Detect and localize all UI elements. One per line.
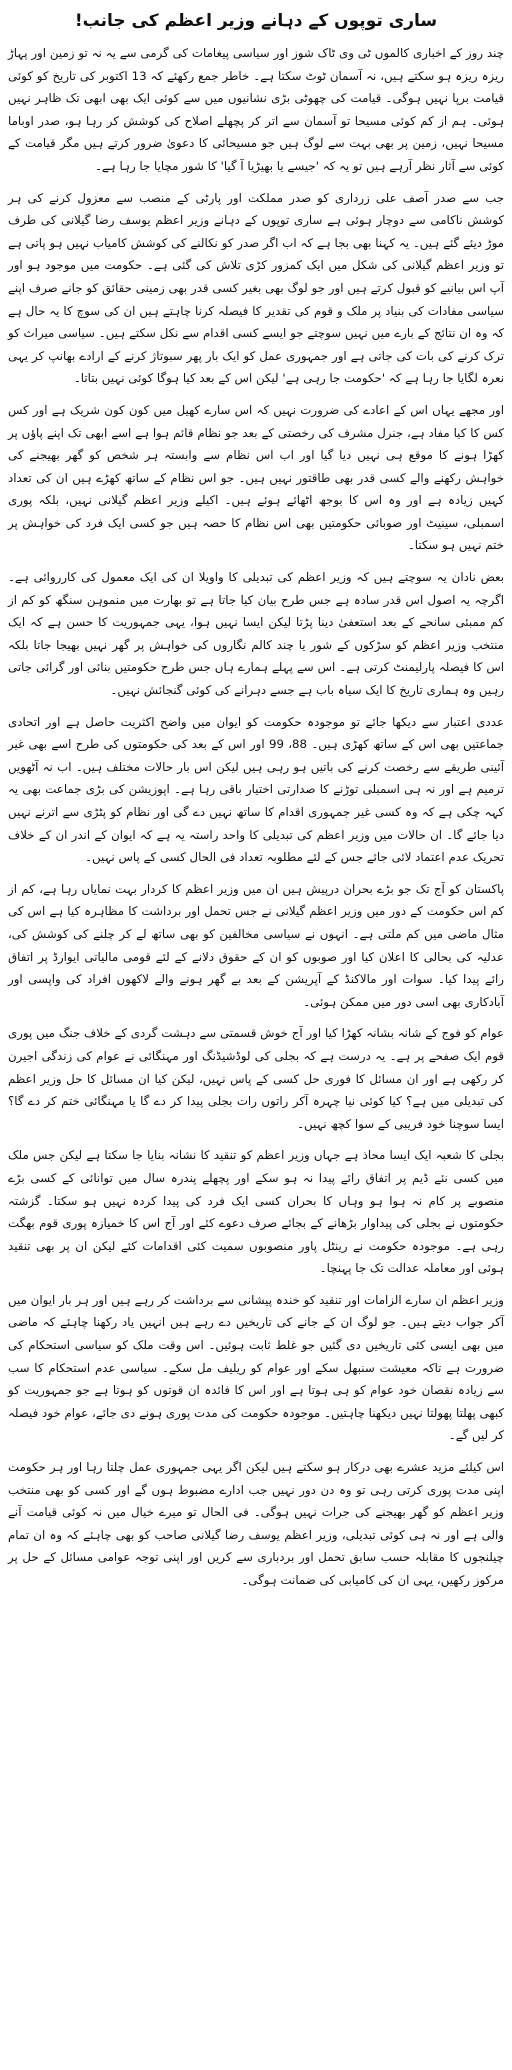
- article-paragraph: اس کیلئے مزید عشرے بھی درکار ہو سکتے ہیں لیکن اگر یہی جمہوری عمل چلتا رہا اور ہر حکومت اپنی مدت پوری کرتی رہی تو وہ دن دور نہیں جب ادارے مضبوط ہوں گے اور کسی کو بھی منتخب وزیر اعظم کو گھر بھیجنے کی جرات نہیں ہوگی۔ فی الحال تو میرے خیال میں نہ کوئی قیامت آنے والی ہے اور نہ ہی کوئی تبدیلی، وزیر اعظم یوسف رضا گیلانی صاحب کو بھی چاہئے کہ وہ ان تمام چیلنجوں کا مقابلہ حسب سابق تحمل اور بردباری سے کریں اور اپنی توجہ عوامی مسائل کے حل پر مرکوز رکھیں، یہی ان کی کامیابی کی ضمانت ہوگی۔: [8, 1460, 504, 1587]
- article-paragraph: بجلی کا شعبہ ایک ایسا محاذ ہے جہاں وزیر اعظم کو تنقید کا نشانہ بنایا جا سکتا ہے لیکن جس ملک میں کسی نئے ڈیم پر اتفاق رائے پیدا نہ ہو سکے اور پچھلے پندرہ سال میں توانائی کے کسی بڑے منصوبے پر کام نہ ہوا ہو وہاں کا بحران کسی ایک فرد کی پیدا کردہ نہیں ہو سکتا۔ گزشتہ حکومتوں نے بجلی کی پیداوار بڑھانے کے بجائے صرف دعوے کئے اور آج اس کا خمیازہ پوری قوم بھگت رہی ہے۔ موجودہ حکومت نے رینٹل پاور منصوبوں سمیت کئی اقدامات کئے لیکن ان پر بھی تنقید ہوئی اور معاملہ عدالت تک جا پہنچا۔: [8, 1148, 504, 1276]
- article-paragraph: جب سے صدر آصف علی زرداری کو صدر مملکت اور پارٹی کے منصب سے معزول کرنے کی ہر کوشش ناکامی سے دوچار ہوئی ہے ساری توپوں کے دہانے وزیر اعظم یوسف رضا گیلانی کی طرف موڑ دیئے گئے ہیں۔ یہ کہنا بھی بجا ہے کہ اب اگر صدر کو نکالنے کی کوشش کامیاب نہیں ہو پاتی ہے تو وزیر اعظم گیلانی کی شکل میں ایک کمزور کڑی تلاش کی گئی ہے۔ حکومت میں موجود ہو اور آپ اس بیانیے کو قبول کرتے ہیں اور جو لوگ بھی بغیر کسی قدر بھی زمینی حقائق کو جانے صرف اپنے سیاسی مفادات کی بنیاد پر ملک و قوم کی تقدیر کا فیصلہ کرنا چاہتے ہیں ان کی سوچ کا یہ حال ہے کہ وہ ان نتائج کے بارے میں نہیں سوچتے جو ایسے کسی اقدام سے نکل سکتے ہیں۔ سیاسی میراث کو ترک کرنے کی بات کی جاتی ہے اور جمہوری عمل کو ایک بار پھر سبوتاژ کرنے کے ارادے بھانپ کر یہی نعرہ لگایا جا رہا ہے کہ 'حکومت جا رہی ہے' لیکن اس کے بعد کیا ہوگا کوئی نہیں بتاتا۔: [8, 190, 504, 386]
- article-paragraph: بعض نادان یہ سوچتے ہیں کہ وزیر اعظم کی تبدیلی کا واویلا ان کی ایک معمول کی کارروائی ہے۔ اگرچہ یہ اصول اس قدر سادہ ہے جس طرح بیان کیا جاتا ہے تو بھارت میں منموہن سنگھ کو کم از کم ممبئی سانحے کے بعد استعفیٰ دینا پڑتا لیکن ایسا نہیں ہوا، یہی جمہوریت کا حسن ہے کہ ایک منتخب وزیر اعظم کو سڑکوں کے شور یا چند کالم نگاروں کی خواہش پر گھر نہیں بھیجا جاتا بلکہ اس کا فیصلہ پارلیمنٹ کرتی ہے۔ اس سے پہلے ہمارے ہاں جس طرح حکومتیں بنائی اور گرائی جاتی رہیں وہ ہماری تاریخ کا ایک سیاہ باب ہے جسے دہرانے کی کوئی گنجائش نہیں۔: [8, 570, 504, 698]
- article-headline: ساری توپوں کے دہانے وزیر اعظم کی جانب!: [74, 11, 438, 31]
- article-paragraph: وزیر اعظم ان سارے الزامات اور تنقید کو خندہ پیشانی سے برداشت کر رہے ہیں اور ہر بار ایوان میں آکر جواب دیتے ہیں۔ جو لوگ ان کے جانے کی تاریخیں دے رہے ہیں انہیں یاد رکھنا چاہئے کہ ماضی میں بھی ایسی کئی تاریخیں دی گئیں جو غلط ثابت ہوئیں۔ اس وقت ملک کو سیاسی استحکام کی ضرورت ہے تاکہ معیشت سنبھل سکے اور عوام کو ریلیف مل سکے۔ سیاسی عدم استحکام کا سب سے زیادہ نقصان خود عوام کو ہی ہوتا ہے اور اس کا فائدہ ان قوتوں کو ہوتا ہے جو جمہوریت کو کبھی پھلتا پھولتا نہیں دیکھنا چاہتیں۔ موجودہ حکومت کی مدت پوری ہونے دی جائے، عوام خود فیصلہ کر لیں گے۔: [8, 1292, 504, 1443]
- article-paragraph: عددی اعتبار سے دیکھا جائے تو موجودہ حکومت کو ایوان میں واضح اکثریت حاصل ہے اور اتحادی جماعتیں بھی اس کے ساتھ کھڑی ہیں۔ 88، 99 اور اس کے بعد کی حکومتوں کی طرح اسے بھی غیر آئینی طریقے سے رخصت کرنے کی باتیں ہو رہی ہیں لیکن اس بار حالات مختلف ہیں۔ اب نہ آٹھویں ترمیم ہے اور نہ ہی اسمبلی توڑنے کا صدارتی اختیار باقی رہا ہے۔ اپوزیشن کی بڑی جماعت بھی یہ کہہ چکی ہے کہ وہ کسی غیر جمہوری اقدام کا ساتھ نہیں دے گی اور نظام کو پٹڑی سے اترنے نہیں دیا جائے گا۔ ان حالات میں وزیر اعظم کی تبدیلی کا واحد راستہ یہ ہے کہ ایوان کے اندر ان کے خلاف تحریک عدم اعتماد لائی جائے جس کے لئے مطلوبہ تعداد فی الحال کسی کے پاس نہیں۔: [8, 714, 505, 865]
- article-paragraph: اور مجھے یہاں اس کے اعادے کی ضرورت نہیں کہ اس سارے کھیل میں کون کون شریک ہے اور کس کس کا کیا مفاد ہے، جنرل مشرف کی رخصتی کے بعد جو نظام قائم ہوا ہے اسے ابھی تک اپنے پاؤں پر کھڑا ہونے کا موقع ہی نہیں دیا گیا اور اب اس نظام سے وابستہ ہر شخص کو گھر بھیجنے کی خواہش رکھنے والے کسی قدر بھی طاقتور نہیں ہیں۔ جو اس نظام کے ساتھ کھڑے ہیں ان کی تعداد کہیں زیادہ ہے اور وہ اس کا بوجھ اٹھائے ہوئے ہیں۔ اکیلے وزیر اعظم گیلانی نہیں، بلکہ پوری اسمبلی، سینیٹ اور صوبائی حکومتیں بھی اس نظام کا حصہ ہیں جو کسی ایک فرد کی خواہش پر ختم نہیں ہو سکتا۔: [8, 402, 504, 553]
- article-paragraph: پاکستان کو آج تک جو بڑے بحران درپیش ہیں ان میں وزیر اعظم کا کردار بہت نمایاں رہا ہے، کم از کم اس حکومت کے دور میں وزیر اعظم گیلانی نے جس تحمل اور برداشت کا مظاہرہ کیا ہے اس کی مثال ماضی میں کم ملتی ہے۔ انہوں نے سیاسی مخالفین کو بھی ساتھ لے کر چلنے کی کوشش کی، عدلیہ کی بحالی کا اعلان کیا اور صوبوں کو ان کے حقوق دلانے کے لئے قومی مالیاتی ایوارڈ پر اتفاق رائے پیدا کیا۔ سوات اور مالاکنڈ کے آپریشن کے بعد بے گھر ہونے والے لاکھوں افراد کی واپسی اور آبادکاری بھی اسی دور میں ممکن ہوئی۔: [8, 881, 504, 1009]
- article-paragraph: عوام کو فوج کے شانہ بشانہ کھڑا کیا اور آج خوش قسمتی سے دہشت گردی کے خلاف جنگ میں پوری قوم ایک صفحے پر ہے۔ یہ درست ہے کہ بجلی کی لوڈشیڈنگ اور مہنگائی نے عوام کی زندگی اجیرن کر رکھی ہے اور ان مسائل کا فوری حل کسی کے پاس نہیں، لیکن کیا ان مسائل کا حل وزیر اعظم کی تبدیلی میں ہے؟ کیا کوئی نیا چہرہ آکر راتوں رات بجلی پیدا کر دے گا یا مہنگائی ختم کر دے گا؟ ایسا سوچنا خود فریبی کے سوا کچھ نہیں۔: [8, 1026, 504, 1131]
- article-body: [8, 42, 504, 1592]
- article-paragraph: چند روز کے اخباری کالموں ٹی وی ٹاک شوز اور سیاسی پیغامات کی گرمی سے یہ نہ تو زمین اور پہاڑ ریزہ ریزہ ہو سکتے ہیں، نہ آسمان ٹوٹ سکتا ہے۔ خاطر جمع رکھئے کہ 13 اکتوبر کی تاریخ کو کوئی قیامت برپا نہیں ہوگی۔ قیامت کی چھوٹی بڑی نشانیوں میں سے کوئی ایک بھی ابھی تک ظاہر نہیں ہوئی۔ ہم از کم کوئی مسیحا تو آسمان سے اتر کر پچھلے اصلاح کی کوشش کر رہا ہو، صدر اوباما مسیحا نہیں، زمین پر بھی بہت سے لوگ ہیں جو مسیحائی کا دعویٰ ضرور کرتے ہیں مگر قیامت کے کوئی سے آثار نظر آرہے ہیں تو یہ کہ 'جیسے یا بھیڑیا آ گیا' کا شور مچایا جا رہا ہے۔: [8, 46, 504, 173]
